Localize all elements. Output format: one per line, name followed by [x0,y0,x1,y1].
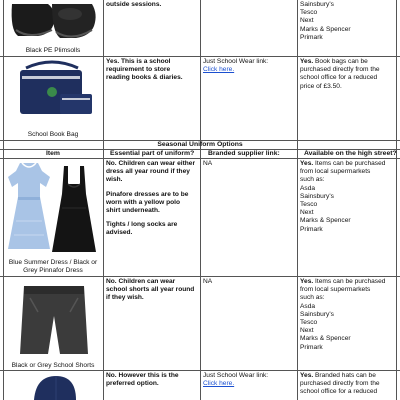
cap-supplier [203,372,268,388]
plimsolls-caption: Black PE Plimsolls [25,47,81,54]
dress-caption [4,259,102,275]
essential-line: No. Children can wear either [106,160,196,167]
supplier-label: Just School Wear link: [203,372,269,379]
plimsolls-highstreet [300,1,351,42]
caption-line: Blue Summer Dress / Black or [8,259,98,266]
summer-dress-image [6,161,52,253]
shop-line: Next [300,17,314,25]
shorts-essential [106,278,194,303]
shop-line: school office for a reduced [300,74,378,82]
shop-line: Primark [300,33,323,41]
essential-line: school shorts all year round [106,286,195,294]
essential-line: Tights / long socks are [106,221,178,229]
shop-line: Sainsbury's [300,192,334,200]
essential-line: if they wish. [106,294,144,302]
shop-line: Asda [300,184,316,192]
essential-line: shirt underneath. [106,207,160,215]
essential-line: No. Children can wear [106,278,176,285]
shop-line: such as: [300,294,325,302]
essential-line: reading books & diaries. [106,74,183,82]
shop-line: Yes. Branded hats can be [300,372,376,379]
header-essential: Essential part of uniform? [110,150,195,157]
shop-line: Asda [300,302,316,310]
section-title: Seasonal Uniform Options [157,141,243,148]
book-bag-image [12,58,96,126]
essential-line: advised. [106,229,133,237]
shorts-supplier: NA [203,278,213,285]
shorts-highstreet [300,278,385,352]
shop-line: from local supermarkets [300,286,371,294]
shop-line: Tesco [300,201,318,209]
shop-line: school office for a reduced [300,388,378,396]
essential-line: Yes. This is a school [106,58,171,65]
bookbag-caption: School Book Bag [27,131,79,138]
shop-line: Next [300,209,314,217]
essential-line: wish. [106,176,123,184]
bookbag-highstreet [300,58,380,91]
bookbag-essential [106,58,183,83]
dress-essential [106,160,195,238]
shop-line: Sainsbury's [300,1,334,8]
header-supplier: Branded supplier link: [208,150,280,157]
shop-line: purchased directly from the [300,380,380,388]
bookbag-supplier [203,58,268,74]
shorts-caption: Black or Grey School Shorts [11,362,95,369]
plimsolls-image [8,0,98,44]
shop-line: Primark [300,225,323,233]
shop-line: Primark [300,343,323,351]
dress-highstreet [300,160,385,234]
shop-line: from local supermarkets [300,168,371,176]
shop-line: Next [300,327,314,335]
shop-line: Marks & Spencer [300,335,351,343]
essential-line: dress all year round if they [106,168,190,176]
shop-line: Yes. Items can be purchased [300,160,386,167]
bookbag-supplier-link[interactable]: Click here. [203,66,235,74]
shop-line: Yes. Book bags can be [300,58,368,65]
shop-line: price of £3.50. [300,82,342,90]
caption-line: Grey Pinnafor Dress [23,267,83,275]
shop-line-rest: Items can be purchased [313,278,386,285]
pinafore-dress-image [50,164,98,256]
shop-line: Marks & Spencer [300,217,351,225]
header-item: Item [46,150,60,157]
essential-line: No. However this is the [106,372,179,379]
shop-line-rest: Items can be purchased [313,160,386,167]
shop-line: Marks & Spencer [300,25,351,33]
shop-line: purchased directly from the [300,66,380,74]
school-cap-image [30,372,80,400]
shop-line: Yes. Items can be purchased [300,278,386,285]
essential-line: worn with a yellow polo [106,198,180,206]
cap-highstreet [300,372,380,397]
shop-line-rest: Book bags can be [313,58,368,65]
essential-line: requirement to store [106,66,171,74]
plimsolls-essential [106,1,161,9]
shop-line: Tesco [300,319,318,327]
essential-line: preferred option. [106,380,159,388]
cap-essential [106,372,179,388]
shop-line-rest: Branded hats can be [313,372,376,379]
shop-line: Sainsbury's [300,310,334,318]
shop-line: such as: [300,176,325,184]
dress-supplier: NA [203,160,213,167]
cap-supplier-link[interactable]: Click here. [203,380,235,388]
essential-line: Pinafore dresses are to be [106,190,189,198]
school-shorts-image [16,282,92,358]
shop-line: Tesco [300,9,318,17]
header-highstreet: Available on the high street? [304,150,397,157]
supplier-label: Just School Wear link: [203,58,269,65]
essential-line: outside sessions. [106,1,162,8]
